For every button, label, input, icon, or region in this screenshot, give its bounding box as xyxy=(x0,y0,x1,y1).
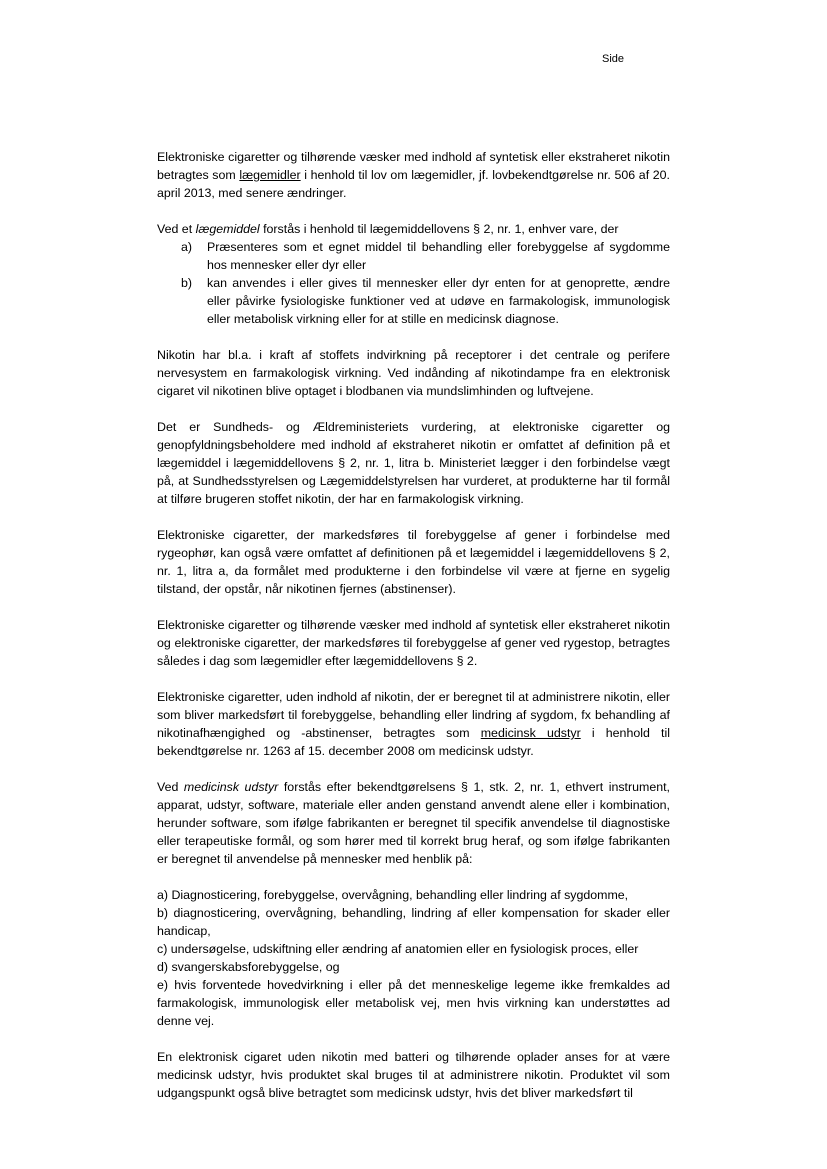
list-item: e) hvis forventede hovedvirkning i eller på det menneskelige legeme ikke fremkaldes ad farmakologisk, immunologisk eller metabolisk vej, men hvis virkning kan understøttes ad denne vej. xyxy=(157,978,670,1028)
list-item: a) Diagnosticering, forebyggelse, overvågning, behandling eller lindring af sygdomme, xyxy=(157,888,629,902)
list-marker: a) xyxy=(181,240,193,254)
list-item: d) svangerskabsforebyggelse, og xyxy=(157,960,340,974)
definition-list xyxy=(157,238,670,328)
purpose-list xyxy=(157,886,670,1030)
paragraph-3: Nikotin har bl.a. i kraft af stoffets indvirkning på receptorer i det centrale og perifere nervesystem en farmakologisk virkning. Ved indånding af nikotindampe fra en elektronisk cigaret vil nikotinen blive optaget i blodbanen via mundslimhinden og luftvejene. xyxy=(157,348,670,398)
list-item-text: kan anvendes i eller gives til mennesker eller dyr enten for at genoprette, ændre eller påvirke fysiologiske funktioner ved at udøve en farmakologisk, immunologisk eller metabolisk virkning eller for at stille en medicinsk diagnose. xyxy=(207,276,670,326)
list-item: c) undersøgelse, udskiftning eller ændring af anatomien eller en fysiologisk proces, eller xyxy=(157,942,639,956)
paragraph-5: Elektroniske cigaretter, der markedsføres til forebyggelse af gener i forbindelse med rygeophør, kan også være omfattet af definitionen på et lægemiddel i lægemiddellovens § 2, nr. 1, litra a, da formålet med produkterne i den forbindelse vil være at fjerne en sygelig tilstand, der opstår, når nikotinen fjernes (abstinenser). xyxy=(157,528,670,596)
paragraph-8: Ved medicinsk udstyr forstås efter bekendtgørelsens § 1, stk. 2, nr. 1, ethvert instrument, apparat, udstyr, software, materiale eller anden genstand anvendt alene eller i kombination, herunder software, som ifølge fabrikanten er beregnet til specifik anvendelse til diagnostiske eller terapeutiske formål, og som hører med til korrekt brug heraf, og som ifølge fabrikanten er beregnet til anvendelse på mennesker med henblik på: xyxy=(157,780,670,866)
paragraph-1: Elektroniske cigaretter og tilhørende væsker med indhold af syntetisk eller ekstraheret nikotin betragtes som lægemidler i henhold til lov om lægemidler, jf. lovbekendtgørelse nr. 506 af 20. april 2013, med senere ændringer. xyxy=(157,150,670,200)
term-laegemiddel: lægemiddel xyxy=(195,222,260,236)
medicinsk-udstyr-link: medicinsk udstyr xyxy=(480,726,581,740)
list-marker: b) xyxy=(181,276,193,290)
paragraph-2-intro: Ved et lægemiddel forstås i henhold til lægemiddellovens § 2, nr. 1, enhver vare, der xyxy=(157,222,619,236)
list-item xyxy=(157,274,670,328)
laegemidler-link: lægemidler xyxy=(239,168,301,182)
page-header-label: Side xyxy=(602,53,625,65)
paragraph-6: Elektroniske cigaretter og tilhørende væsker med indhold af syntetisk eller ekstraheret nikotin og elektroniske cigaretter, der markedsføres til forebyggelse af gener ved rygestop, betragtes således i dag som lægemidler efter lægemiddellovens § 2. xyxy=(157,618,670,668)
term-medicinsk-udstyr: medicinsk udstyr xyxy=(183,780,279,794)
paragraph-4: Det er Sundheds- og Ældreministeriets vurdering, at elektroniske cigaretter og genopfyldningsbeholdere med indhold af ekstraheret nikotin er omfattet af definition på et lægemiddel i lægemiddellovens § 2, nr. 1, litra b. Ministeriet lægger i den forbindelse vægt på, at Sundhedsstyrelsen og Lægemiddelstyrelsen har vurderet, at produkterne har til formål at tilføre brugeren stoffet nikotin, der har en farmakologisk virkning. xyxy=(157,420,670,506)
list-item: b) diagnosticering, overvågning, behandling, lindring af eller kompensation for skader eller handicap, xyxy=(157,906,670,938)
paragraph-9: En elektronisk cigaret uden nikotin med batteri og tilhørende oplader anses for at være medicinsk udstyr, hvis produktet skal bruges til at administrere nikotin. Produktet vil som udgangspunkt også blive betragtet som medicinsk udstyr, hvis det bliver markedsført til xyxy=(157,1050,670,1100)
list-item-text: Præsenteres som et egnet middel til behandling eller forebyggelse af sygdomme hos mennesker eller dyr eller xyxy=(207,240,670,272)
list-item xyxy=(157,238,670,274)
paragraph-7: Elektroniske cigaretter, uden indhold af nikotin, der er beregnet til at administrere nikotin, eller som bliver markedsført til forebyggelse, behandling eller lindring af sygdom, fx behandling af nikotinafhængighed og -abstinenser, betragtes som medicinsk udstyr i henhold til bekendtgørelse nr. 1263 af 15. december 2008 om medicinsk udstyr. xyxy=(157,690,670,758)
document-body xyxy=(157,148,670,1120)
